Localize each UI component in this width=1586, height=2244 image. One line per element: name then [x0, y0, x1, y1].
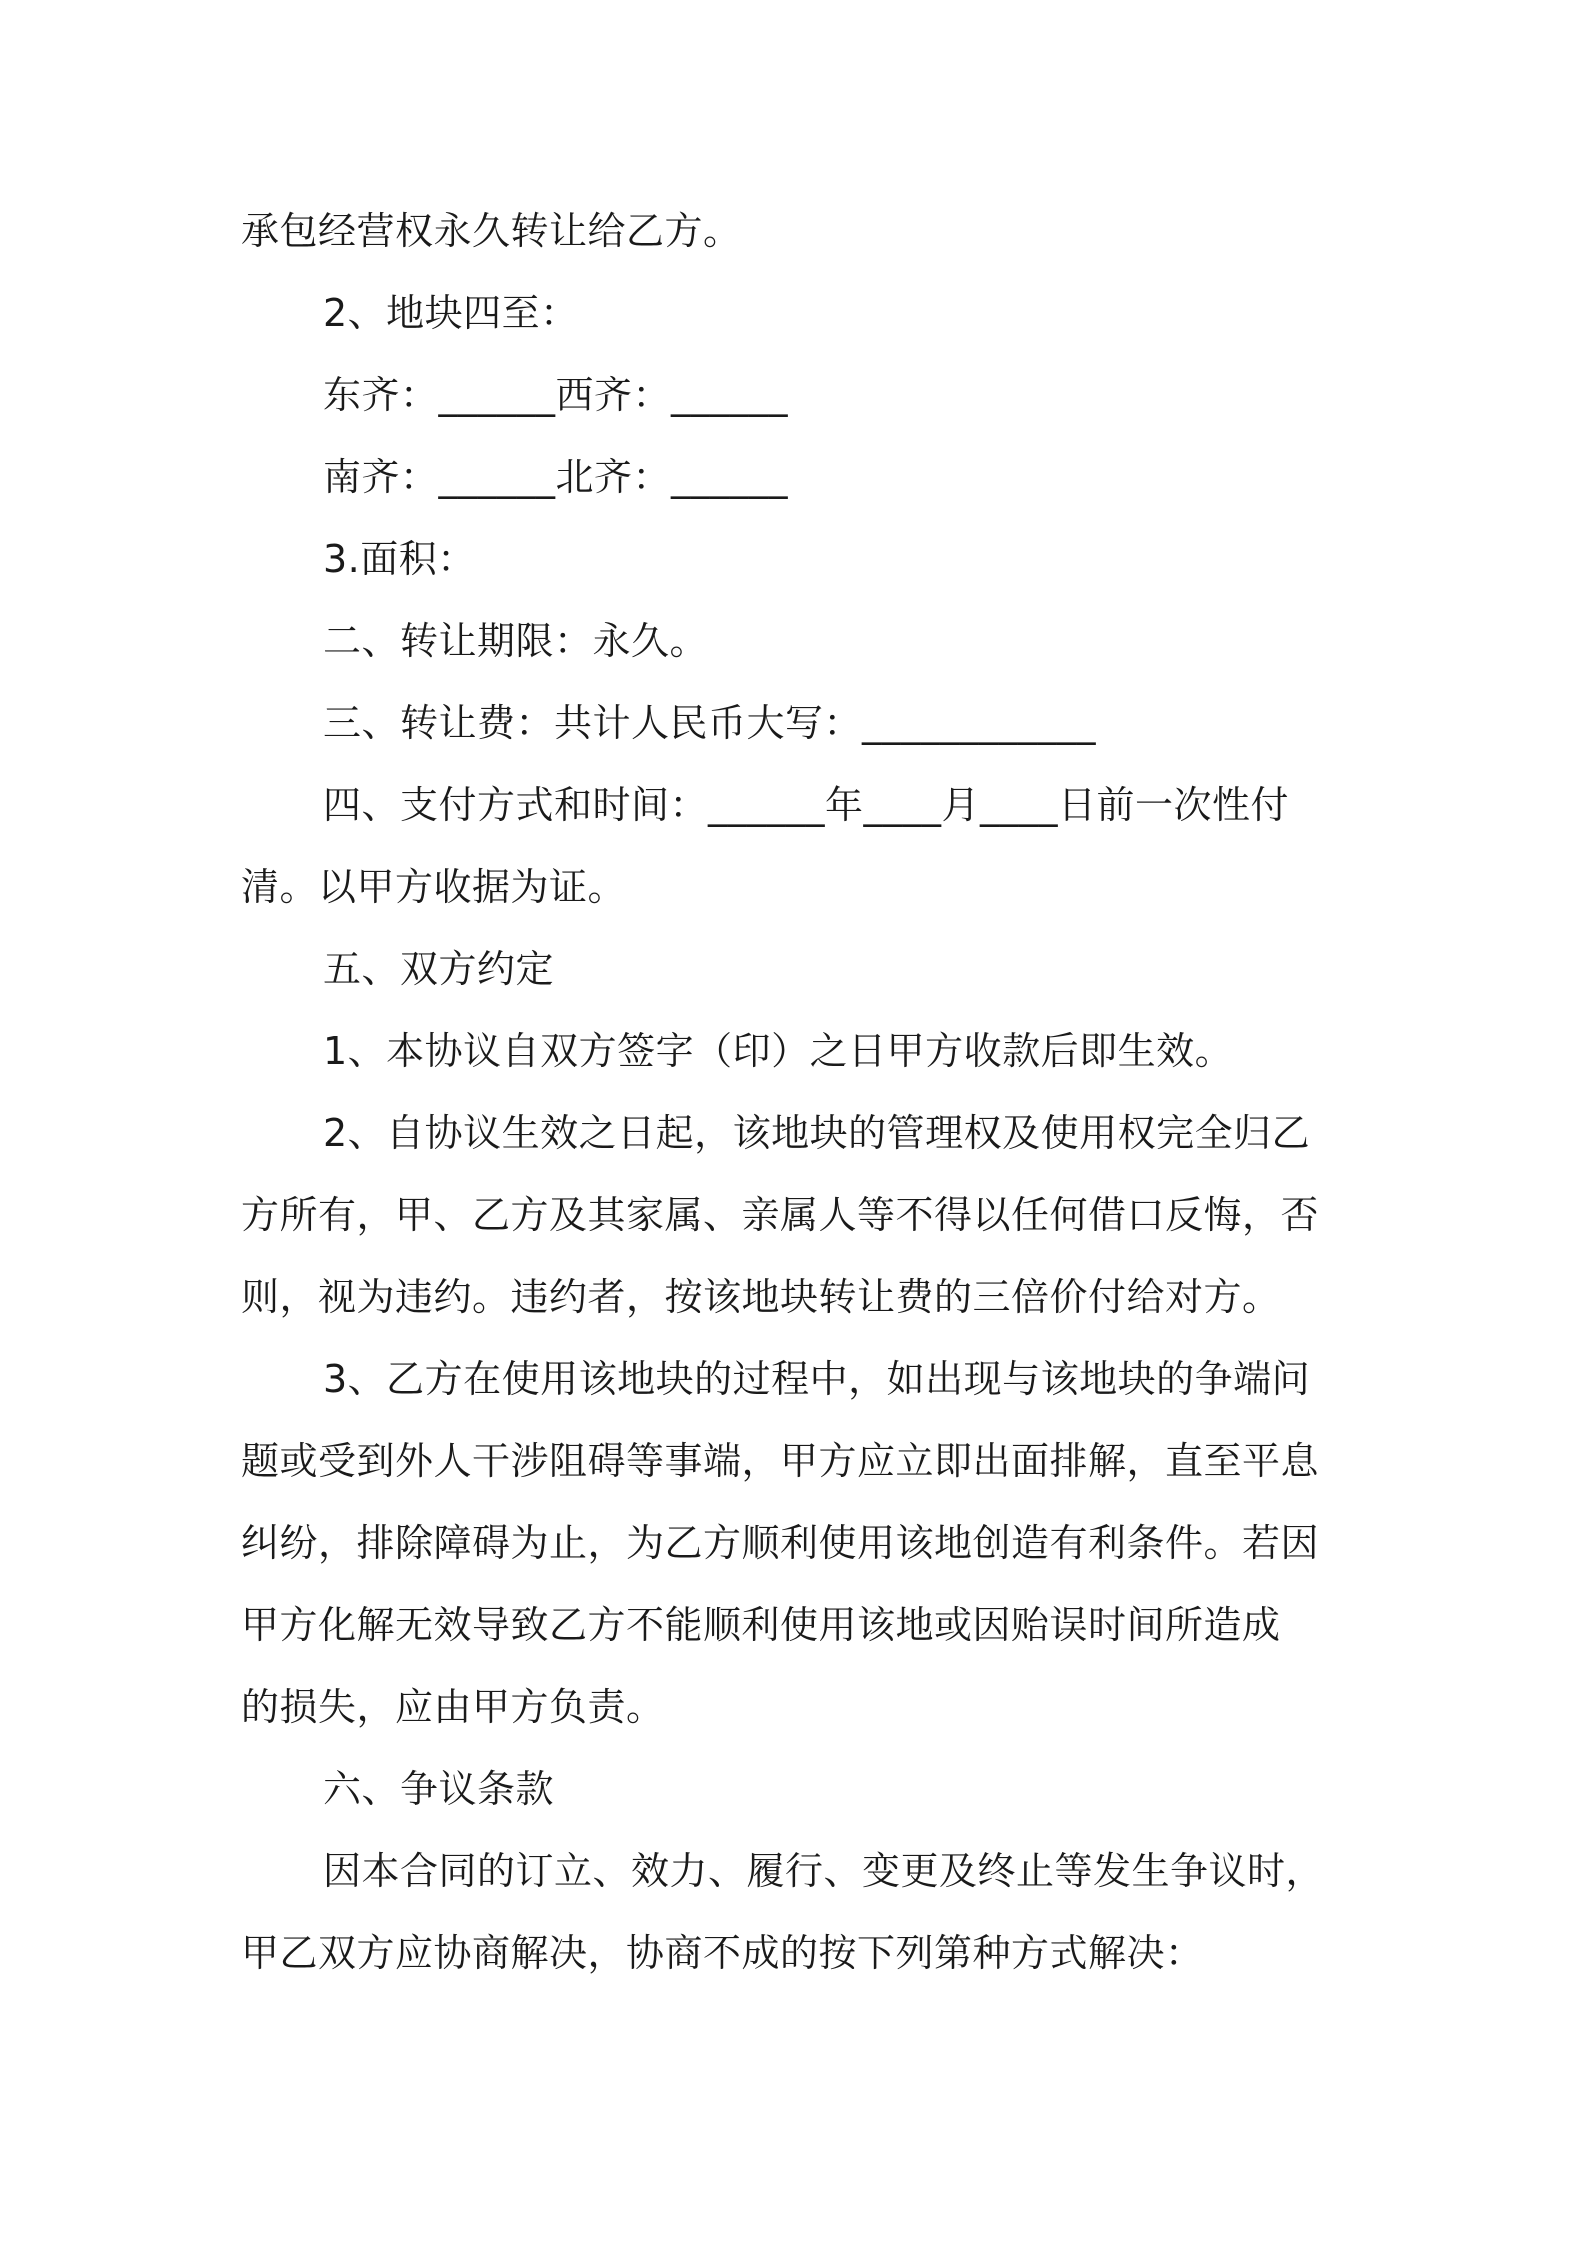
document-line: 纠纷，排除障碍为止，为乙方顺利使用该地创造有利条件。若因: [241, 1521, 1320, 1565]
document-line: 2、地块四至：: [323, 291, 579, 335]
document-body: [241, 190, 1361, 1994]
document-line: 二、转让期限：永久。: [323, 619, 709, 663]
document-line: 甲方化解无效导致乙方不能顺利使用该地或因贻误时间所造成: [241, 1603, 1281, 1647]
document-line: 清。以甲方收据为证。: [241, 865, 627, 909]
document-line: 3、乙方在使用该地块的过程中，如出现与该地块的争端问: [323, 1357, 1311, 1401]
document-line: 方所有，甲、乙方及其家属、亲属人等不得以任何借口反悔，否: [241, 1193, 1320, 1237]
document-line: 五、双方约定: [323, 947, 555, 991]
document-line: 三、转让费：共计人民币大写：____________: [323, 701, 1097, 745]
document-line: 的损失，应由甲方负责。: [241, 1685, 665, 1729]
document-line: 则，视为违约。违约者，按该地块转让费的三倍价付给对方。: [241, 1275, 1281, 1319]
document-line: 六、争议条款: [323, 1767, 555, 1811]
document-line: 2、自协议生效之日起，该地块的管理权及使用权完全归乙: [323, 1111, 1311, 1155]
document-line: 1、本协议自双方签字（印）之日甲方收款后即生效。: [323, 1029, 1234, 1073]
document-line: 承包经营权永久转让给乙方。: [241, 209, 742, 253]
document-line: 南齐：______北齐：______: [323, 455, 789, 499]
document-line: 因本合同的订立、效力、履行、变更及终止等发生争议时，: [323, 1849, 1325, 1893]
document-line: 甲乙双方应协商解决，协商不成的按下列第种方式解决：: [241, 1931, 1204, 1975]
document-line: 题或受到外人干涉阻碍等事端，甲方应立即出面排解，直至平息: [241, 1439, 1320, 1483]
document-line: 3.面积：: [323, 537, 476, 581]
document-line: 四、支付方式和时间：______年____月____日前一次性付: [323, 783, 1290, 827]
document-line: 东齐：______西齐：______: [323, 373, 789, 417]
